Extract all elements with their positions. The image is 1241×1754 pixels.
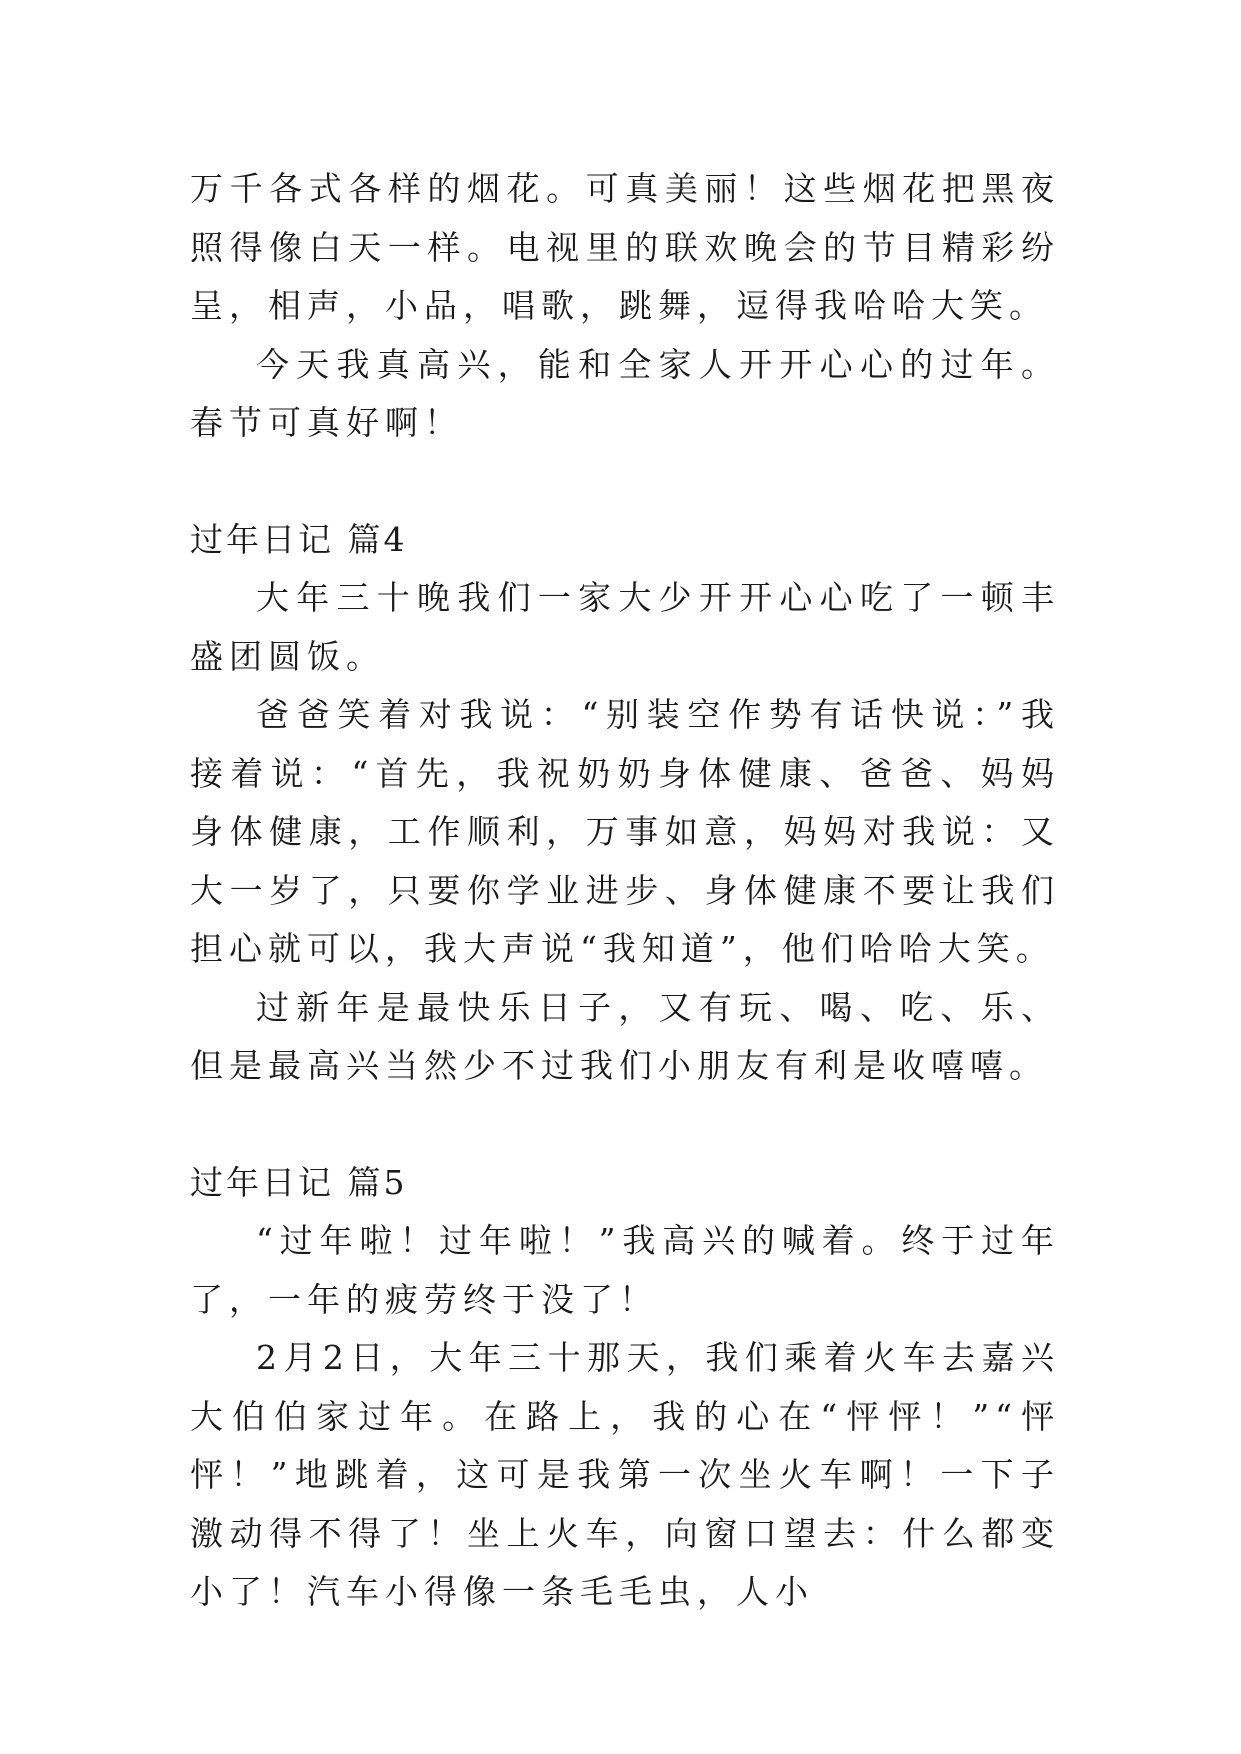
paragraph-reunion-dinner: 大年三十晚我们一家大少开开心心吃了一顿丰盛团圆饭。 [190,578,1060,676]
document-body [190,160,1060,1622]
paragraph-train-trip: 2月2日，大年三十那天，我们乘着火车去嘉兴大伯伯家过年。在路上，我的心在“怦怦！”“怦怦！”地跳着，这可是我第一次坐火车啊！一下子激动得不得了！坐上火车，向窗口望去：什么都变小了！汽车小得像一条毛毛虫，人小 [190,1338,1060,1611]
section-heading-diary-5: 过年日记 篇5 [190,1162,408,1202]
paragraph-fireworks: 万千各式各样的烟花。可真美丽！这些烟花把黑夜照得像白天一样。电视里的联欢晚会的节目精彩纷呈，相声，小品，唱歌，跳舞，逗得我哈哈大笑。 [190,169,1060,325]
paragraph-red-envelopes: 过新年是最快乐日子，又有玩、喝、吃、乐、但是最高兴当然少不过我们小朋友有利是收嘻嘻。 [190,987,1060,1085]
section-heading-diary-4: 过年日记 篇4 [190,519,408,559]
paragraph-blessings: 爸爸笑着对我说：“别装空作势有话快说：”我接着说：“首先，我祝奶奶身体健康、爸爸、妈妈身体健康，工作顺利，万事如意，妈妈对我说：又大一岁了，只要你学业进步、身体健康不要让我们担心就可以，我大声说“我知道”，他们哈哈大笑。 [190,695,1060,968]
paragraph-new-year-cheer: “过年啦！过年啦！”我高兴的喊着。终于过年了，一年的疲劳终于没了！ [190,1221,1060,1319]
paragraph-happy-new-year: 今天我真高兴，能和全家人开开心心的过年。春节可真好啊！ [190,344,1060,442]
